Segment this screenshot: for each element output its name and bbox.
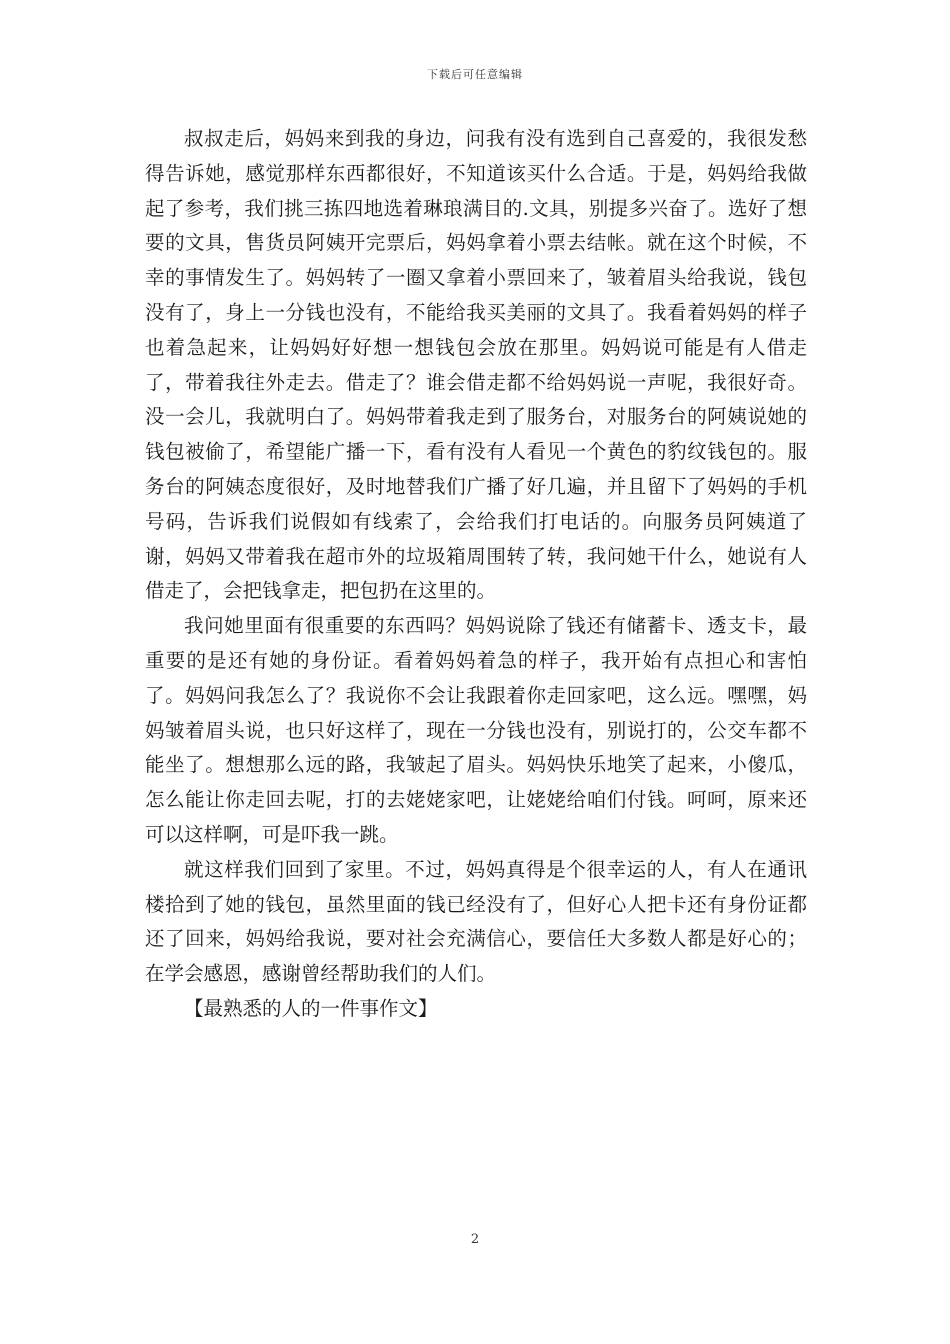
page-number: 2	[470, 1232, 480, 1247]
document-body	[145, 122, 807, 1027]
page-header: 下载后可任意编辑	[427, 68, 523, 81]
paragraph: 我问她里面有很重要的东西吗？妈妈说除了钱还有储蓄卡、透支卡，最重要的是还有她的身份证。看着妈妈着急的样子，我开始有点担心和害怕了。妈妈问我怎么了？我说你不会让我跟着你走回家吧，这么远。嘿嘿，妈妈皱着眉头说，也只好这样了，现在一分钱也没有，别说打的，公交车都不能坐了。想想那么远的路，我皱起了眉头。妈妈快乐地笑了起来，小傻瓜，怎么能让你走回去呢，打的去姥姥家吧，让姥姥给咱们付钱。呵呵，原来还可以这样啊，可是吓我一跳。	[145, 614, 807, 846]
paragraph: 叔叔走后，妈妈来到我的身边，问我有没有选到自己喜爱的，我很发愁得告诉她，感觉那样东西都很好，不知道该买什么合适。于是，妈妈给我做起了参考，我们挑三拣四地选着琳琅满目的.文具，别提多兴奋了。选好了想要的文具，售货员阿姨开完票后，妈妈拿着小票去结帐。就在这个时候，不幸的事情发生了。妈妈转了一圈又拿着小票回来了，皱着眉头给我说，钱包没有了，身上一分钱也没有，不能给我买美丽的文具了。我看着妈妈的样子也着急起来，让妈妈好好想一想钱包会放在那里。妈妈说可能是有人借走了，带着我往外走去。借走了？谁会借走都不给妈妈说一声呢，我很好奇。没一会儿，我就明白了。妈妈带着我走到了服务台，对服务台的阿姨说她的钱包被偷了，希望能广播一下，看有没有人看见一个黄色的豹纹钱包的。服务台的阿姨态度很好，及时地替我们广播了好几遍，并且留下了妈妈的手机号码，告诉我们说假如有线索了，会给我们打电话的。向服务员阿姨道了谢，妈妈又带着我在超市外的垃圾箱周围转了转，我问她干什么，她说有人借走了，会把钱拿走，把包扔在这里的。	[145, 127, 807, 603]
paragraph: 就这样我们回到了家里。不过，妈妈真得是个很幸运的人，有人在通讯楼拾到了她的钱包，虽然里面的钱已经没有了，但好心人把卡还有身份证都还了回来，妈妈给我说，要对社会充满信心，要信任大多数人都是好心的；在学会感恩，感谢曾经帮助我们的人们。	[145, 857, 807, 986]
related-title: 【最熟悉的人的一件事作文】	[184, 996, 438, 1020]
